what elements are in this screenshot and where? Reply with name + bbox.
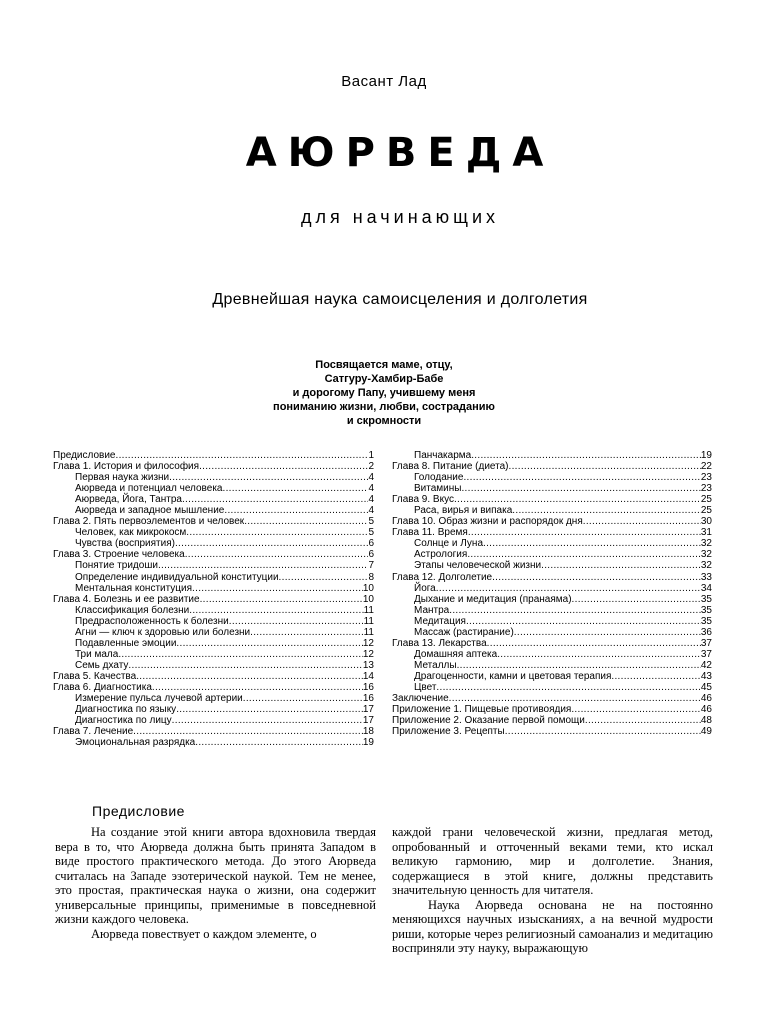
toc-entry-page: 46 [700,693,712,705]
toc-entry-label: Глава 9. Вкус [392,494,454,506]
toc-entry[interactable] [392,693,712,704]
toc-leader-dots [175,538,368,549]
table-of-contents-right [392,450,712,737]
toc-entry-label: Ментальная конституция [75,582,193,594]
paragraph: Аюрведа повествует о каждом элементе, о [91,926,317,941]
toc-leader-dots [572,594,701,605]
toc-entry[interactable] [53,527,374,538]
toc-entry-page: 32 [700,538,712,550]
dedication [0,358,768,428]
toc-entry-page: 45 [700,681,712,693]
toc-leader-dots [195,737,363,748]
toc-entry-label: Глава 2. Пять первоэлементов и человек [53,516,245,528]
toc-entry[interactable] [53,715,374,726]
toc-entry-page: 18 [362,726,374,738]
toc-leader-dots [487,638,701,649]
toc-entry[interactable] [392,516,712,527]
toc-entry[interactable] [53,737,374,748]
toc-entry-page: 16 [362,693,374,705]
toc-entry-page: 31 [700,527,712,539]
dedication-line: и дорогому Папу, учившему меня [292,387,476,399]
toc-leader-dots [158,560,369,571]
toc-leader-dots [169,472,368,483]
toc-entry-label: Глава 6. Диагностика [53,681,152,693]
toc-entry[interactable] [392,450,712,461]
toc-entry[interactable] [392,627,712,638]
toc-entry-label: Голодание [414,472,464,484]
toc-entry-page: 11 [363,626,374,638]
toc-leader-dots [172,715,363,726]
toc-leader-dots [514,627,701,638]
toc-entry[interactable] [53,671,374,682]
toc-entry-label: Семь дхату [75,659,129,671]
dedication-line: Сатгуру-Хамбир-Бабе [324,373,444,385]
toc-leader-dots [449,605,701,616]
toc-entry[interactable] [392,660,712,671]
toc-entry-page: 5 [368,516,374,528]
toc-entry-label: Эмоциональная разрядка [75,737,196,749]
toc-entry-page: 25 [700,505,712,517]
toc-leader-dots [279,572,369,583]
toc-leader-dots [152,682,363,693]
table-of-contents-left [53,450,374,748]
dedication-line: пониманию жизни, любви, состраданию [273,401,495,413]
toc-entry-page: 8 [368,571,374,583]
toc-entry-label: Определение индивидуальной конституции [75,571,279,583]
toc-entry-page: 35 [700,615,712,627]
toc-entry-page: 17 [362,704,374,716]
toc-leader-dots [176,704,363,715]
toc-entry-page: 13 [362,659,374,671]
toc-entry[interactable] [53,682,374,693]
author-name: Васант Лад [341,73,427,90]
toc-leader-dots [509,461,701,472]
toc-entry-page: 23 [700,483,712,495]
toc-entry-label: Измерение пульса лучевой артерии [75,693,243,705]
toc-leader-dots [189,605,363,616]
toc-entry-page: 5 [368,527,374,539]
toc-entry[interactable] [392,671,712,682]
toc-entry-label: Астрология [414,549,468,561]
toc-entry-page: 7 [368,560,374,572]
toc-entry[interactable] [53,538,374,549]
toc-entry-page: 23 [700,472,712,484]
toc-leader-dots [222,483,368,494]
toc-entry-label: Раса, вирья и випака [414,505,513,517]
toc-leader-dots [182,494,368,505]
toc-entry-page: 19 [362,737,374,749]
toc-entry[interactable] [53,472,374,483]
toc-leader-dots [436,583,701,594]
toc-entry-page: 4 [368,472,374,484]
toc-entry[interactable] [53,594,374,605]
toc-entry[interactable] [53,638,374,649]
toc-entry-label: Витамины [414,483,462,495]
toc-entry-page: 4 [368,505,374,517]
toc-entry[interactable] [392,649,712,660]
toc-entry[interactable] [392,538,712,549]
toc-leader-dots [541,560,701,571]
toc-entry-page: 11 [363,604,374,616]
toc-leader-dots [118,649,363,660]
toc-leader-dots [200,594,363,605]
toc-leader-dots [176,638,362,649]
toc-entry-label: Металлы [414,659,457,671]
toc-leader-dots [250,627,363,638]
toc-entry[interactable] [392,527,712,538]
toc-entry-label: Панчакарма [414,450,472,461]
toc-leader-dots [186,527,368,538]
dedication-line: Посвящается маме, отцу, [315,359,453,371]
toc-entry[interactable] [392,594,712,605]
toc-entry-label: Диагностика по лицу [75,715,172,727]
toc-leader-dots [133,726,363,737]
toc-entry-page: 6 [368,538,374,550]
toc-entry[interactable] [392,726,712,737]
toc-entry-page: 4 [368,483,374,495]
toc-entry-page: 34 [700,582,712,594]
toc-entry-page: 37 [700,648,712,660]
toc-entry-page: 12 [362,648,374,660]
toc-entry[interactable] [53,660,374,671]
book-title: АЮРВЕДА [245,130,555,176]
dedication-line: и скромности [346,415,422,427]
toc-entry[interactable] [53,461,374,472]
toc-entry-page: 43 [700,670,712,682]
paragraph: На создание этой книги автора вдохновила твердая вера в то, что Аюрведа должна быть принята Западом в виде простого практического метода. До этого Аюрведа считалась на Западе эзотерической наукой. Тем не менее, это простая, практическая наука о жизни, она содержит универсальные принципы, применимые в повседневной жизни каждого человека. [55,825,376,926]
toc-entry-page: 48 [700,715,712,727]
toc-entry-label: Мантра [414,604,450,616]
toc-entry-page: 35 [700,593,712,605]
toc-entry-page: 14 [362,670,374,682]
toc-entry-label: Дыхание и медитация (пранаяма) [414,593,572,605]
toc-entry-page: 49 [700,726,712,738]
toc-entry-page: 4 [368,494,374,506]
body-column-left [55,825,376,941]
toc-entry-page: 17 [362,715,374,727]
toc-entry-label: Диагностика по языку [75,704,177,716]
toc-entry-page: 33 [700,571,712,583]
toc-entry-page: 22 [700,461,712,473]
toc-leader-dots [497,649,701,660]
book-subtitle: для начинающих [300,207,500,227]
toc-entry-page: 10 [362,593,374,605]
toc-entry-page: 11 [363,615,374,627]
toc-entry[interactable] [53,494,374,505]
toc-entry[interactable] [392,461,712,472]
toc-entry-label: Цвет [414,681,437,693]
toc-entry[interactable] [392,494,712,505]
toc-leader-dots [128,660,362,671]
toc-leader-dots [136,671,363,682]
toc-entry-page: 2 [368,461,374,473]
toc-entry-label: Заключение [392,693,449,705]
toc-entry-page: 46 [700,704,712,716]
toc-leader-dots [436,682,700,693]
toc-entry-page: 16 [362,681,374,693]
toc-entry-label: Глава 3. Строение человека [53,549,185,561]
toc-leader-dots [512,505,701,516]
toc-entry[interactable] [392,638,712,649]
book-tagline: Древнейшая наука самоисцеления и долголетия [212,291,588,308]
toc-entry[interactable] [392,704,712,715]
toc-entry[interactable] [53,583,374,594]
toc-leader-dots [199,461,368,472]
toc-leader-dots [463,472,700,483]
toc-entry-page: 19 [700,450,712,461]
toc-leader-dots [115,450,368,461]
toc-entry-label: Глава 5. Качества [53,670,137,682]
toc-entry[interactable] [53,572,374,583]
toc-entry-label: Чувства (восприятия) [75,538,175,550]
toc-entry-label: Массаж (растирание) [414,626,514,638]
toc-entry-page: 30 [700,516,712,528]
toc-entry[interactable] [53,505,374,516]
toc-entry-label: Глава 13. Лекарства [392,637,487,649]
toc-leader-dots [449,693,701,704]
toc-entry-label: Домашняя аптека [414,648,498,660]
toc-entry[interactable] [53,649,374,660]
toc-leader-dots [185,549,369,560]
toc-leader-dots [583,516,701,527]
toc-entry[interactable] [53,549,374,560]
toc-entry[interactable] [53,627,374,638]
toc-entry[interactable] [53,605,374,616]
toc-leader-dots [244,516,368,527]
toc-entry[interactable] [392,605,712,616]
toc-entry[interactable] [53,483,374,494]
toc-leader-dots [466,616,701,627]
toc-entry-page: 10 [362,582,374,594]
toc-entry-label: Подавленные эмоции [75,637,177,649]
toc-entry-label: Предисловие [53,450,116,461]
paragraph: Наука Аюрведа основана не на постоянно меняющихся научных изысканиях, а на вечной мудрости риши, которые через религиозный самоанализ и медитацию восприняли эту науку, выражающую [392,897,713,955]
toc-entry-label: Глава 11. Время [392,527,468,539]
toc-leader-dots [454,494,701,505]
toc-entry-page: 32 [700,560,712,572]
section-heading: Предисловие [92,803,185,819]
toc-leader-dots [571,704,701,715]
toc-entry-page: 1 [368,450,374,461]
toc-entry-label: Три мала [75,648,119,660]
toc-leader-dots [483,538,701,549]
toc-entry[interactable] [392,715,712,726]
toc-entry-label: Глава 7. Лечение [53,726,134,738]
toc-leader-dots [585,715,701,726]
toc-entry-label: Глава 1. История и философия [53,461,200,473]
toc-entry[interactable] [392,616,712,627]
toc-leader-dots [224,505,368,516]
toc-entry-label: Классификация болезни [75,604,190,616]
toc-leader-dots [467,549,701,560]
toc-entry-label: Йога [414,582,436,594]
toc-leader-dots [505,726,701,737]
toc-entry-page: 6 [368,549,374,561]
toc-entry-label: Агни — ключ к здоровью или болезни [75,626,251,638]
toc-entry-label: Приложение 2. Оказание первой помощи [392,715,585,727]
toc-entry-label: Первая наука жизни [75,472,170,484]
toc-entry[interactable] [53,693,374,704]
toc-entry-label: Предрасположенность к болезни [75,615,229,627]
toc-entry-label: Глава 8. Питание (диета) [392,461,509,473]
toc-entry-label: Этапы человеческой жизни [414,560,542,572]
toc-entry-label: Приложение 1. Пищевые противоядия [392,704,572,716]
toc-entry[interactable] [53,516,374,527]
toc-leader-dots [229,616,364,627]
toc-entry-page: 12 [362,637,374,649]
toc-leader-dots [611,671,700,682]
toc-entry-label: Глава 10. Образ жизни и распорядок дня [392,516,583,528]
toc-leader-dots [468,527,701,538]
toc-entry-page: 42 [700,659,712,671]
toc-entry-label: Глава 12. Долголетие [392,571,493,583]
toc-entry[interactable] [392,549,712,560]
toc-entry[interactable] [53,726,374,737]
body-column-right [392,825,713,956]
toc-entry[interactable] [392,572,712,583]
toc-entry[interactable] [392,505,712,516]
toc-entry-label: Драгоценности, камни и цветовая терапия [414,670,612,682]
toc-entry[interactable] [392,472,712,483]
toc-entry-label: Глава 4. Болезнь и ее развитие [53,593,200,605]
toc-entry[interactable] [392,682,712,693]
toc-leader-dots [471,450,701,461]
toc-leader-dots [492,572,701,583]
toc-leader-dots [461,483,700,494]
toc-entry[interactable] [392,483,712,494]
toc-entry-page: 36 [700,626,712,638]
toc-entry-page: 35 [700,604,712,616]
toc-entry[interactable] [392,583,712,594]
toc-entry[interactable] [53,560,374,571]
toc-entry[interactable] [53,704,374,715]
toc-entry-page: 37 [700,637,712,649]
toc-entry-label: Приложение 3. Рецепты [392,726,505,738]
toc-leader-dots [243,693,363,704]
toc-entry-label: Человек, как микрокосм [75,527,187,539]
toc-entry[interactable] [53,450,374,461]
toc-entry[interactable] [392,560,712,571]
toc-entry-label: Понятие тридоши [75,560,158,572]
toc-entry-page: 25 [700,494,712,506]
toc-entry-label: Аюрведа и западное мышление [75,505,225,517]
toc-entry-label: Солнце и Луна [414,538,483,550]
toc-entry[interactable] [53,616,374,627]
toc-entry-label: Аюрведа и потенциал человека [75,483,223,495]
toc-entry-label: Медитация [414,615,466,627]
toc-entry-label: Аюрведа, Йога, Тантра [75,494,182,506]
toc-leader-dots [457,660,701,671]
paragraph: каждой грани человеческой жизни, предлагая метод, опробованный и отточенный веками теми, кто искал великую гармонию, мир и долголетие. Знания, содержащиеся в этой книге, должны представить значительную ценность для читателя. [392,825,713,897]
toc-entry-page: 32 [700,549,712,561]
toc-leader-dots [192,583,363,594]
